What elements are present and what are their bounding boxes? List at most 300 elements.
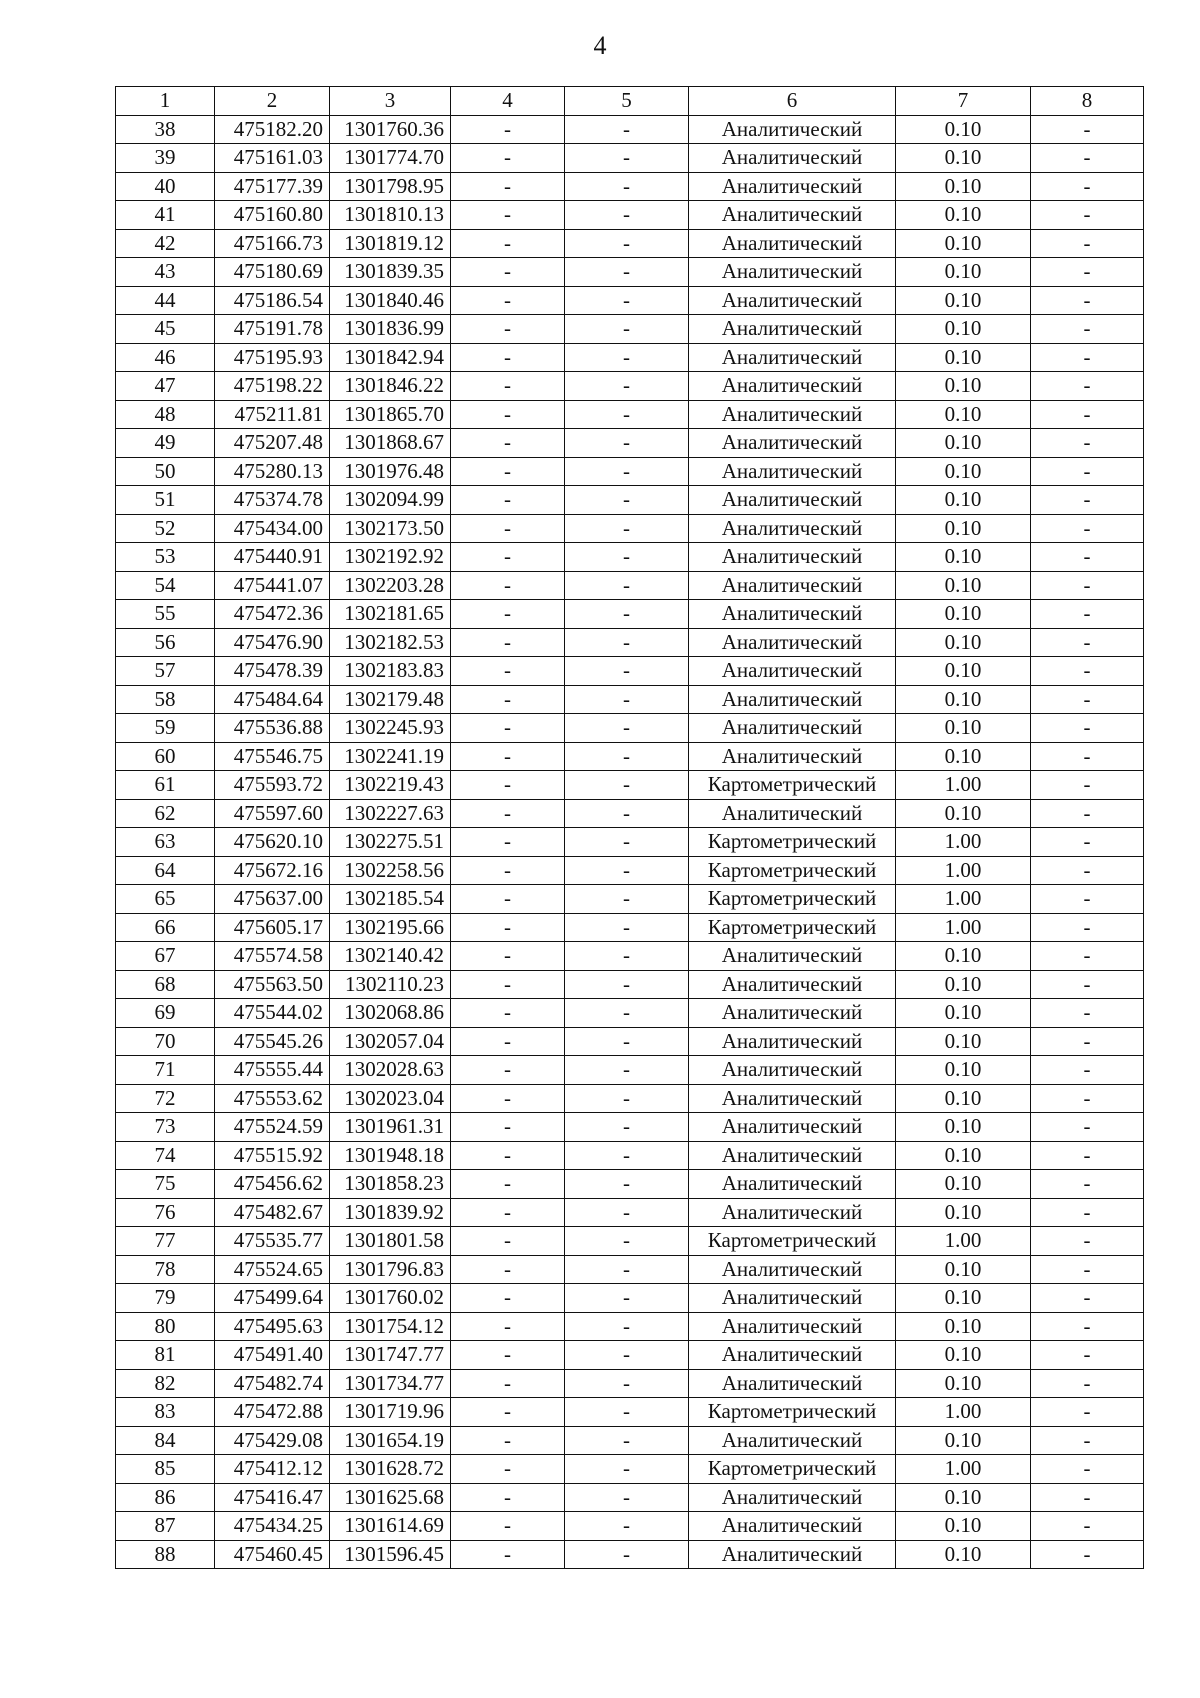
coord-x-cell: 475620.10	[215, 828, 330, 857]
coord-y-cell: 1301840.46	[330, 286, 451, 315]
col-5-cell: -	[565, 1170, 689, 1199]
coord-x-cell: 475524.59	[215, 1113, 330, 1142]
coord-x-cell: 475441.07	[215, 571, 330, 600]
col-5-cell: -	[565, 457, 689, 486]
point-number-cell: 83	[116, 1398, 215, 1427]
col-5-cell: -	[565, 571, 689, 600]
column-header: 8	[1031, 87, 1144, 116]
coord-x-cell: 475597.60	[215, 799, 330, 828]
coord-y-cell: 1301798.95	[330, 172, 451, 201]
method-cell: Аналитический	[689, 999, 896, 1028]
table-row	[116, 1198, 1144, 1227]
col-4-cell: -	[451, 486, 565, 515]
accuracy-cell: 0.10	[896, 1312, 1031, 1341]
method-cell: Аналитический	[689, 1312, 896, 1341]
coordinates-table	[115, 86, 1144, 1569]
coord-x-cell: 475434.00	[215, 514, 330, 543]
method-cell: Аналитический	[689, 942, 896, 971]
point-number-cell: 44	[116, 286, 215, 315]
col-5-cell: -	[565, 1312, 689, 1341]
col-5-cell: -	[565, 286, 689, 315]
table-row	[116, 628, 1144, 657]
coord-y-cell: 1301760.02	[330, 1284, 451, 1313]
col-8-cell: -	[1031, 429, 1144, 458]
col-8-cell: -	[1031, 514, 1144, 543]
method-cell: Аналитический	[689, 429, 896, 458]
col-8-cell: -	[1031, 942, 1144, 971]
col-8-cell: -	[1031, 742, 1144, 771]
table-row	[116, 1398, 1144, 1427]
table-row	[116, 543, 1144, 572]
accuracy-cell: 0.10	[896, 1027, 1031, 1056]
method-cell: Аналитический	[689, 628, 896, 657]
coord-y-cell: 1301596.45	[330, 1540, 451, 1569]
method-cell: Аналитический	[689, 1369, 896, 1398]
accuracy-cell: 1.00	[896, 1455, 1031, 1484]
coord-x-cell: 475499.64	[215, 1284, 330, 1313]
coord-y-cell: 1301948.18	[330, 1141, 451, 1170]
table-row	[116, 144, 1144, 173]
point-number-cell: 82	[116, 1369, 215, 1398]
col-5-cell: -	[565, 400, 689, 429]
table-row	[116, 742, 1144, 771]
col-4-cell: -	[451, 628, 565, 657]
accuracy-cell: 0.10	[896, 343, 1031, 372]
column-header: 7	[896, 87, 1031, 116]
table-row	[116, 1227, 1144, 1256]
accuracy-cell: 1.00	[896, 913, 1031, 942]
col-4-cell: -	[451, 799, 565, 828]
col-4-cell: -	[451, 885, 565, 914]
col-4-cell: -	[451, 1255, 565, 1284]
accuracy-cell: 0.10	[896, 1255, 1031, 1284]
method-cell: Картометрический	[689, 856, 896, 885]
method-cell: Аналитический	[689, 514, 896, 543]
col-8-cell: -	[1031, 771, 1144, 800]
table-row	[116, 1483, 1144, 1512]
method-cell: Аналитический	[689, 571, 896, 600]
point-number-cell: 49	[116, 429, 215, 458]
col-4-cell: -	[451, 343, 565, 372]
col-4-cell: -	[451, 714, 565, 743]
point-number-cell: 38	[116, 115, 215, 144]
col-5-cell: -	[565, 885, 689, 914]
coord-x-cell: 475593.72	[215, 771, 330, 800]
coord-y-cell: 1302068.86	[330, 999, 451, 1028]
coord-y-cell: 1301858.23	[330, 1170, 451, 1199]
col-5-cell: -	[565, 600, 689, 629]
coord-y-cell: 1302195.66	[330, 913, 451, 942]
method-cell: Аналитический	[689, 1540, 896, 1569]
col-5-cell: -	[565, 229, 689, 258]
coord-x-cell: 475186.54	[215, 286, 330, 315]
col-8-cell: -	[1031, 372, 1144, 401]
method-cell: Картометрический	[689, 1455, 896, 1484]
coord-x-cell: 475374.78	[215, 486, 330, 515]
method-cell: Аналитический	[689, 486, 896, 515]
coord-x-cell: 475182.20	[215, 115, 330, 144]
coord-y-cell: 1302241.19	[330, 742, 451, 771]
col-5-cell: -	[565, 1369, 689, 1398]
col-5-cell: -	[565, 201, 689, 230]
method-cell: Аналитический	[689, 685, 896, 714]
point-number-cell: 43	[116, 258, 215, 287]
col-4-cell: -	[451, 771, 565, 800]
method-cell: Аналитический	[689, 1027, 896, 1056]
point-number-cell: 67	[116, 942, 215, 971]
col-4-cell: -	[451, 429, 565, 458]
col-5-cell: -	[565, 372, 689, 401]
coord-y-cell: 1302110.23	[330, 970, 451, 999]
point-number-cell: 80	[116, 1312, 215, 1341]
column-header: 4	[451, 87, 565, 116]
col-8-cell: -	[1031, 1512, 1144, 1541]
method-cell: Аналитический	[689, 742, 896, 771]
col-4-cell: -	[451, 913, 565, 942]
point-number-cell: 72	[116, 1084, 215, 1113]
point-number-cell: 46	[116, 343, 215, 372]
accuracy-cell: 0.10	[896, 115, 1031, 144]
accuracy-cell: 0.10	[896, 685, 1031, 714]
table-row	[116, 1312, 1144, 1341]
col-4-cell: -	[451, 1341, 565, 1370]
column-header: 2	[215, 87, 330, 116]
col-8-cell: -	[1031, 657, 1144, 686]
point-number-cell: 61	[116, 771, 215, 800]
table-row	[116, 201, 1144, 230]
coord-x-cell: 475412.12	[215, 1455, 330, 1484]
table-row	[116, 1341, 1144, 1370]
point-number-cell: 78	[116, 1255, 215, 1284]
coord-x-cell: 475456.62	[215, 1170, 330, 1199]
accuracy-cell: 0.10	[896, 1341, 1031, 1370]
col-4-cell: -	[451, 229, 565, 258]
col-5-cell: -	[565, 999, 689, 1028]
col-4-cell: -	[451, 1369, 565, 1398]
col-5-cell: -	[565, 799, 689, 828]
col-8-cell: -	[1031, 885, 1144, 914]
point-number-cell: 73	[116, 1113, 215, 1142]
coord-y-cell: 1301719.96	[330, 1398, 451, 1427]
accuracy-cell: 0.10	[896, 543, 1031, 572]
accuracy-cell: 0.10	[896, 742, 1031, 771]
column-header: 3	[330, 87, 451, 116]
accuracy-cell: 0.10	[896, 258, 1031, 287]
col-8-cell: -	[1031, 343, 1144, 372]
table-row	[116, 856, 1144, 885]
col-8-cell: -	[1031, 685, 1144, 714]
coord-y-cell: 1301734.77	[330, 1369, 451, 1398]
col-5-cell: -	[565, 1483, 689, 1512]
point-number-cell: 39	[116, 144, 215, 173]
point-number-cell: 55	[116, 600, 215, 629]
col-8-cell: -	[1031, 258, 1144, 287]
accuracy-cell: 0.10	[896, 657, 1031, 686]
col-5-cell: -	[565, 258, 689, 287]
col-4-cell: -	[451, 1141, 565, 1170]
table-row	[116, 1369, 1144, 1398]
point-number-cell: 74	[116, 1141, 215, 1170]
col-5-cell: -	[565, 970, 689, 999]
coord-x-cell: 475553.62	[215, 1084, 330, 1113]
coord-x-cell: 475180.69	[215, 258, 330, 287]
coord-x-cell: 475484.64	[215, 685, 330, 714]
point-number-cell: 47	[116, 372, 215, 401]
col-8-cell: -	[1031, 543, 1144, 572]
col-8-cell: -	[1031, 714, 1144, 743]
accuracy-cell: 0.10	[896, 571, 1031, 600]
accuracy-cell: 0.10	[896, 144, 1031, 173]
coord-y-cell: 1301796.83	[330, 1255, 451, 1284]
coord-x-cell: 475478.39	[215, 657, 330, 686]
coord-y-cell: 1301754.12	[330, 1312, 451, 1341]
coord-y-cell: 1302182.53	[330, 628, 451, 657]
col-8-cell: -	[1031, 201, 1144, 230]
coord-x-cell: 475491.40	[215, 1341, 330, 1370]
col-8-cell: -	[1031, 828, 1144, 857]
col-8-cell: -	[1031, 1284, 1144, 1313]
col-5-cell: -	[565, 1341, 689, 1370]
coord-y-cell: 1302140.42	[330, 942, 451, 971]
table-row	[116, 286, 1144, 315]
col-4-cell: -	[451, 1056, 565, 1085]
col-4-cell: -	[451, 1284, 565, 1313]
coord-x-cell: 475544.02	[215, 999, 330, 1028]
point-number-cell: 45	[116, 315, 215, 344]
table-row	[116, 771, 1144, 800]
accuracy-cell: 0.10	[896, 514, 1031, 543]
col-8-cell: -	[1031, 1084, 1144, 1113]
coord-x-cell: 475476.90	[215, 628, 330, 657]
coord-x-cell: 475555.44	[215, 1056, 330, 1085]
col-8-cell: -	[1031, 913, 1144, 942]
coord-y-cell: 1301760.36	[330, 115, 451, 144]
accuracy-cell: 0.10	[896, 1084, 1031, 1113]
coord-y-cell: 1301614.69	[330, 1512, 451, 1541]
col-5-cell: -	[565, 1084, 689, 1113]
point-number-cell: 40	[116, 172, 215, 201]
coord-y-cell: 1301842.94	[330, 343, 451, 372]
col-5-cell: -	[565, 742, 689, 771]
coord-y-cell: 1302094.99	[330, 486, 451, 515]
coord-x-cell: 475482.74	[215, 1369, 330, 1398]
coord-x-cell: 475536.88	[215, 714, 330, 743]
col-5-cell: -	[565, 1284, 689, 1313]
point-number-cell: 57	[116, 657, 215, 686]
col-8-cell: -	[1031, 315, 1144, 344]
table-row	[116, 372, 1144, 401]
col-8-cell: -	[1031, 1056, 1144, 1085]
col-5-cell: -	[565, 343, 689, 372]
table-row	[116, 1540, 1144, 1569]
col-8-cell: -	[1031, 799, 1144, 828]
table-row	[116, 172, 1144, 201]
coord-y-cell: 1302183.83	[330, 657, 451, 686]
col-5-cell: -	[565, 685, 689, 714]
accuracy-cell: 0.10	[896, 1540, 1031, 1569]
coord-x-cell: 475563.50	[215, 970, 330, 999]
col-5-cell: -	[565, 828, 689, 857]
accuracy-cell: 0.10	[896, 486, 1031, 515]
coord-y-cell: 1301976.48	[330, 457, 451, 486]
accuracy-cell: 0.10	[896, 942, 1031, 971]
point-number-cell: 81	[116, 1341, 215, 1370]
col-8-cell: -	[1031, 999, 1144, 1028]
col-4-cell: -	[451, 201, 565, 230]
col-5-cell: -	[565, 1113, 689, 1142]
table-row	[116, 1170, 1144, 1199]
table-row	[116, 685, 1144, 714]
point-number-cell: 70	[116, 1027, 215, 1056]
table-row	[116, 942, 1144, 971]
col-4-cell: -	[451, 144, 565, 173]
col-8-cell: -	[1031, 286, 1144, 315]
point-number-cell: 53	[116, 543, 215, 572]
col-8-cell: -	[1031, 1141, 1144, 1170]
coord-x-cell: 475211.81	[215, 400, 330, 429]
table-row	[116, 1512, 1144, 1541]
col-4-cell: -	[451, 1227, 565, 1256]
point-number-cell: 41	[116, 201, 215, 230]
col-4-cell: -	[451, 942, 565, 971]
col-4-cell: -	[451, 600, 565, 629]
coord-x-cell: 475472.36	[215, 600, 330, 629]
table-row	[116, 115, 1144, 144]
accuracy-cell: 0.10	[896, 286, 1031, 315]
col-5-cell: -	[565, 771, 689, 800]
coord-y-cell: 1302028.63	[330, 1056, 451, 1085]
table-row	[116, 571, 1144, 600]
method-cell: Аналитический	[689, 1170, 896, 1199]
col-8-cell: -	[1031, 229, 1144, 258]
col-8-cell: -	[1031, 1170, 1144, 1199]
col-8-cell: -	[1031, 115, 1144, 144]
coord-x-cell: 475416.47	[215, 1483, 330, 1512]
coord-y-cell: 1302181.65	[330, 600, 451, 629]
method-cell: Аналитический	[689, 372, 896, 401]
col-4-cell: -	[451, 258, 565, 287]
method-cell: Картометрический	[689, 771, 896, 800]
accuracy-cell: 1.00	[896, 828, 1031, 857]
coord-x-cell: 475524.65	[215, 1255, 330, 1284]
col-5-cell: -	[565, 913, 689, 942]
method-cell: Картометрический	[689, 885, 896, 914]
coord-x-cell: 475546.75	[215, 742, 330, 771]
coord-x-cell: 475177.39	[215, 172, 330, 201]
point-number-cell: 52	[116, 514, 215, 543]
col-4-cell: -	[451, 514, 565, 543]
point-number-cell: 87	[116, 1512, 215, 1541]
accuracy-cell: 0.10	[896, 714, 1031, 743]
coord-x-cell: 475191.78	[215, 315, 330, 344]
coord-y-cell: 1302023.04	[330, 1084, 451, 1113]
col-5-cell: -	[565, 429, 689, 458]
coord-y-cell: 1302219.43	[330, 771, 451, 800]
col-4-cell: -	[451, 970, 565, 999]
coord-y-cell: 1301865.70	[330, 400, 451, 429]
coord-y-cell: 1302203.28	[330, 571, 451, 600]
method-cell: Аналитический	[689, 400, 896, 429]
col-4-cell: -	[451, 657, 565, 686]
coord-x-cell: 475535.77	[215, 1227, 330, 1256]
col-8-cell: -	[1031, 1483, 1144, 1512]
coord-x-cell: 475198.22	[215, 372, 330, 401]
col-4-cell: -	[451, 1198, 565, 1227]
accuracy-cell: 0.10	[896, 400, 1031, 429]
point-number-cell: 77	[116, 1227, 215, 1256]
col-5-cell: -	[565, 514, 689, 543]
col-4-cell: -	[451, 1312, 565, 1341]
accuracy-cell: 0.10	[896, 1113, 1031, 1142]
col-4-cell: -	[451, 1398, 565, 1427]
point-number-cell: 60	[116, 742, 215, 771]
col-4-cell: -	[451, 115, 565, 144]
point-number-cell: 75	[116, 1170, 215, 1199]
coord-y-cell: 1302192.92	[330, 543, 451, 572]
accuracy-cell: 0.10	[896, 315, 1031, 344]
col-4-cell: -	[451, 571, 565, 600]
table-row	[116, 714, 1144, 743]
table-row	[116, 514, 1144, 543]
coord-y-cell: 1301836.99	[330, 315, 451, 344]
table-row	[116, 1027, 1144, 1056]
col-4-cell: -	[451, 742, 565, 771]
coord-x-cell: 475161.03	[215, 144, 330, 173]
col-4-cell: -	[451, 828, 565, 857]
col-4-cell: -	[451, 400, 565, 429]
col-5-cell: -	[565, 1398, 689, 1427]
col-4-cell: -	[451, 315, 565, 344]
col-4-cell: -	[451, 543, 565, 572]
col-4-cell: -	[451, 999, 565, 1028]
point-number-cell: 63	[116, 828, 215, 857]
col-4-cell: -	[451, 1512, 565, 1541]
col-5-cell: -	[565, 1512, 689, 1541]
point-number-cell: 84	[116, 1426, 215, 1455]
table-row	[116, 999, 1144, 1028]
col-8-cell: -	[1031, 970, 1144, 999]
coord-x-cell: 475207.48	[215, 429, 330, 458]
point-number-cell: 69	[116, 999, 215, 1028]
col-4-cell: -	[451, 1455, 565, 1484]
coord-y-cell: 1301839.92	[330, 1198, 451, 1227]
col-8-cell: -	[1031, 1540, 1144, 1569]
method-cell: Аналитический	[689, 1141, 896, 1170]
point-number-cell: 54	[116, 571, 215, 600]
coord-y-cell: 1301654.19	[330, 1426, 451, 1455]
point-number-cell: 62	[116, 799, 215, 828]
coord-y-cell: 1301846.22	[330, 372, 451, 401]
method-cell: Картометрический	[689, 1398, 896, 1427]
col-4-cell: -	[451, 1084, 565, 1113]
col-8-cell: -	[1031, 856, 1144, 885]
method-cell: Аналитический	[689, 543, 896, 572]
column-header: 5	[565, 87, 689, 116]
point-number-cell: 88	[116, 1540, 215, 1569]
coord-x-cell: 475545.26	[215, 1027, 330, 1056]
coord-x-cell: 475460.45	[215, 1540, 330, 1569]
coord-y-cell: 1301961.31	[330, 1113, 451, 1142]
accuracy-cell: 1.00	[896, 771, 1031, 800]
col-8-cell: -	[1031, 1312, 1144, 1341]
point-number-cell: 42	[116, 229, 215, 258]
accuracy-cell: 1.00	[896, 1227, 1031, 1256]
coord-x-cell: 475195.93	[215, 343, 330, 372]
col-5-cell: -	[565, 1198, 689, 1227]
coord-y-cell: 1302057.04	[330, 1027, 451, 1056]
coord-y-cell: 1301810.13	[330, 201, 451, 230]
table-row	[116, 799, 1144, 828]
